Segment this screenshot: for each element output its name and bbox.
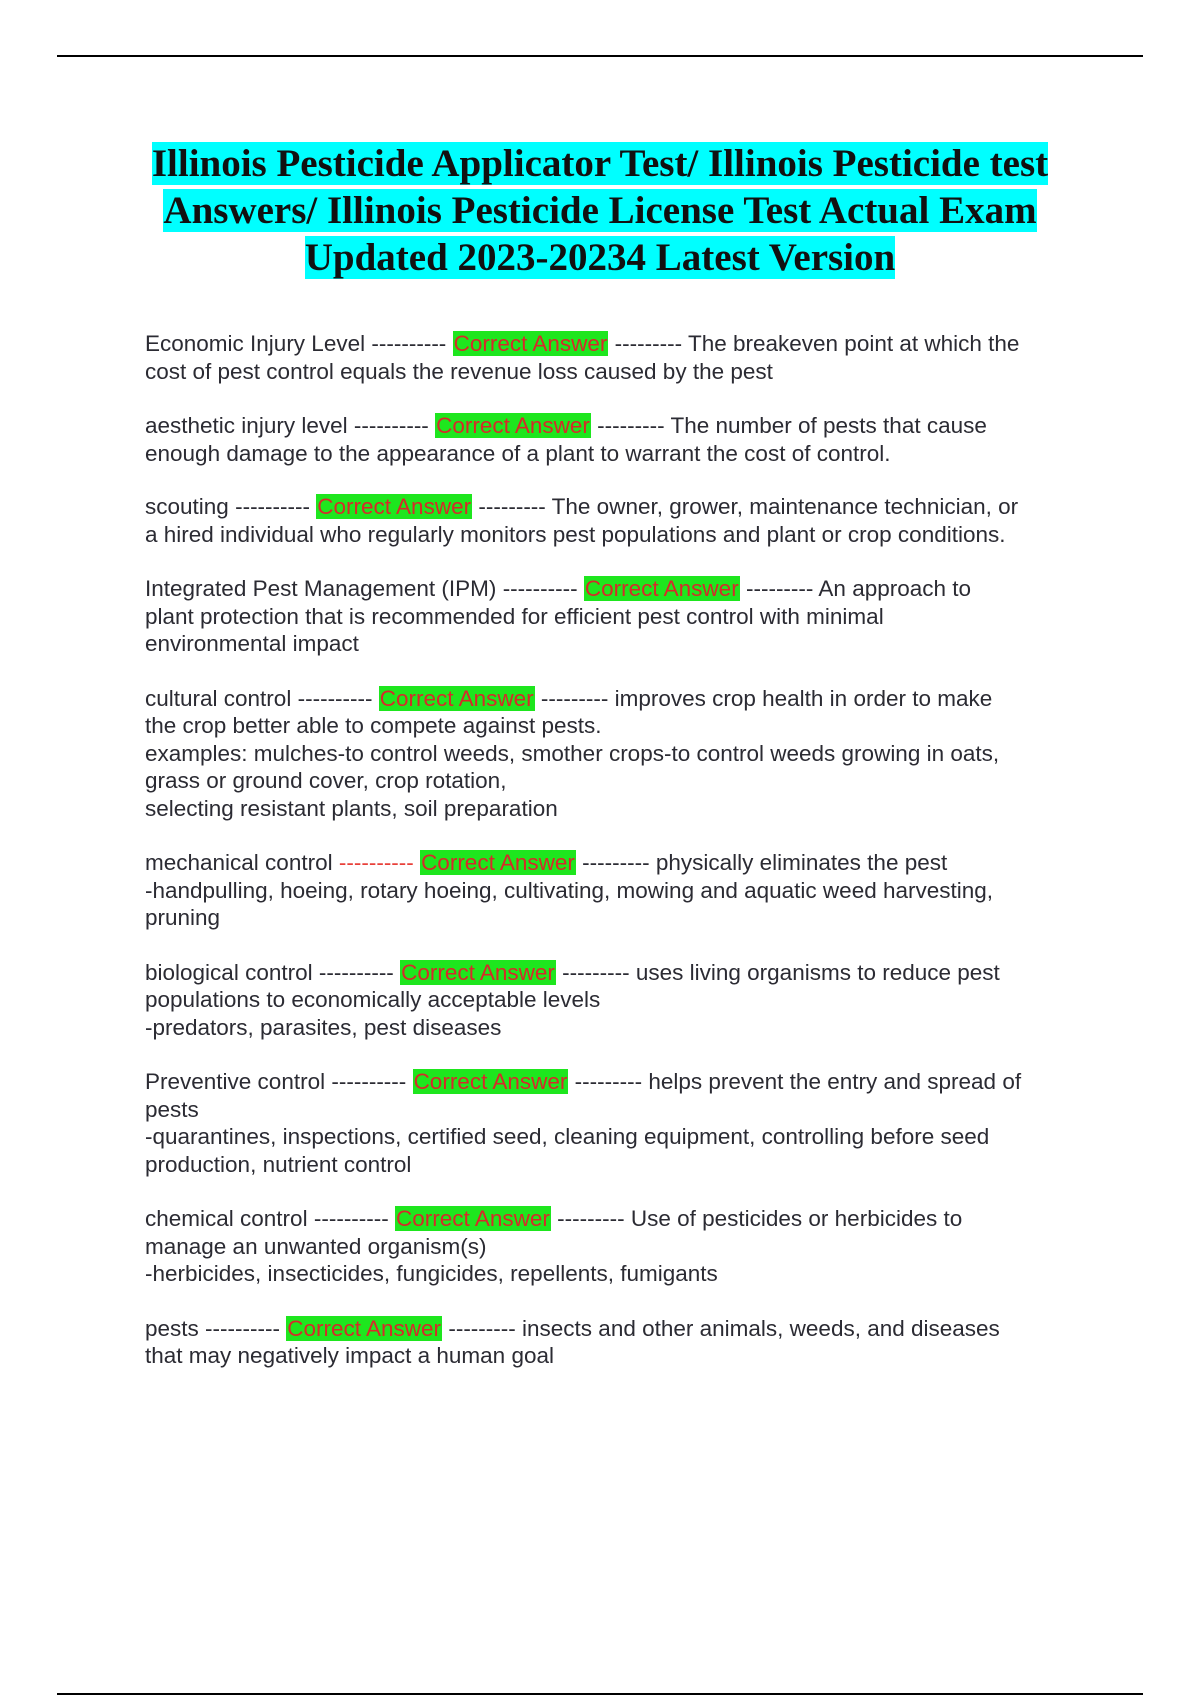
- qa-term: chemical control: [145, 1206, 308, 1231]
- qa-separator: ---------: [574, 1069, 643, 1094]
- qa-definition-continued: populations to economically acceptable levels -predators, parasites, pest diseases: [145, 987, 601, 1040]
- qa-term: aesthetic injury level: [145, 413, 348, 438]
- top-rule: [57, 55, 1143, 57]
- title-block: [120, 140, 1080, 281]
- qa-first-line: [145, 685, 1095, 713]
- qa-definition: insects and other animals, weeds, and diseases: [522, 1315, 1000, 1341]
- qa-term: scouting: [145, 494, 229, 519]
- qa-first-line: [145, 1068, 1095, 1096]
- title-line: Updated 2023-20234 Latest Version: [304, 236, 896, 279]
- qa-first-line: [145, 849, 1095, 877]
- qa-term: Integrated Pest Management (IPM): [145, 576, 497, 601]
- correct-answer-label: Correct Answer: [317, 494, 472, 519]
- qa-first-line: [145, 1205, 1095, 1233]
- qa-item: [145, 493, 1095, 548]
- qa-separator: ----------: [235, 494, 311, 519]
- qa-item: [145, 330, 1095, 385]
- qa-first-line: [145, 412, 1095, 440]
- qa-definition: helps prevent the entry and spread of: [648, 1069, 1022, 1094]
- qa-separator: ---------: [597, 413, 665, 438]
- qa-separator: ---------: [562, 959, 630, 985]
- qa-definition: Use of pesticides or herbicides to: [630, 1206, 963, 1231]
- qa-separator: ----------: [297, 685, 373, 711]
- correct-answer-label: Correct Answer: [453, 331, 608, 356]
- qa-separator: ----------: [371, 331, 447, 356]
- bottom-rule: [57, 1693, 1143, 1695]
- correct-answer-label: Correct Answer: [379, 685, 534, 711]
- document-title: [120, 140, 1080, 281]
- correct-answer-label: Correct Answer: [413, 1069, 568, 1094]
- qa-separator: ----------: [502, 576, 578, 601]
- qa-separator: ----------: [313, 1206, 389, 1231]
- title-line: Answers/ Illinois Pesticide License Test Actual Exam: [163, 189, 1037, 232]
- qa-item: [145, 1315, 1095, 1370]
- qa-first-line: [145, 575, 1095, 603]
- qa-item: [145, 849, 1095, 932]
- qa-list: [145, 330, 1095, 1397]
- correct-answer-label: Correct Answer: [401, 959, 555, 985]
- qa-term: mechanical control: [145, 850, 333, 875]
- qa-definition: improves crop health in order to make: [614, 685, 993, 711]
- qa-item: [145, 1205, 1095, 1288]
- correct-answer-label: Correct Answer: [584, 576, 739, 601]
- qa-item: [145, 1068, 1095, 1178]
- qa-term: cultural control: [145, 685, 292, 711]
- qa-definition-continued: pests -quarantines, inspections, certified seed, cleaning equipment, controlling before seed production, nutrient control: [145, 1096, 990, 1177]
- qa-definition-continued: that may negatively impact a human goal: [145, 1343, 554, 1368]
- qa-separator: ---------: [745, 576, 814, 601]
- correct-answer-label: Correct Answer: [421, 850, 575, 875]
- qa-separator: ---------: [540, 685, 609, 711]
- qa-separator: ----------: [318, 959, 394, 985]
- qa-definition: The owner, grower, maintenance technician, or: [551, 494, 1019, 519]
- correct-answer-label: Correct Answer: [396, 1206, 550, 1231]
- correct-answer-label: Correct Answer: [436, 413, 590, 438]
- qa-item: [145, 685, 1095, 823]
- qa-definition-continued: a hired individual who regularly monitors pest populations and plant or crop conditions.: [145, 521, 1006, 547]
- qa-separator: ---------: [448, 1315, 516, 1341]
- qa-definition-continued: -handpulling, hoeing, rotary hoeing, cultivating, mowing and aquatic weed harvesting, pruning: [145, 877, 994, 930]
- qa-term: biological control: [145, 959, 313, 985]
- qa-term: Preventive control: [145, 1069, 326, 1094]
- qa-definition: The number of pests that cause: [670, 413, 987, 438]
- qa-separator: ----------: [353, 413, 429, 438]
- qa-definition: uses living organisms to reduce pest: [635, 959, 1000, 985]
- qa-term: Economic Injury Level: [145, 331, 366, 356]
- qa-separator: ----------: [338, 850, 414, 875]
- qa-separator: ---------: [582, 850, 650, 875]
- qa-item: [145, 575, 1095, 658]
- qa-separator: ---------: [614, 331, 683, 356]
- correct-answer-label: Correct Answer: [287, 1315, 442, 1341]
- qa-definition: physically eliminates the pest: [655, 850, 948, 875]
- qa-definition: The breakeven point at which the: [687, 331, 1020, 356]
- title-line: Illinois Pesticide Applicator Test/ Illinois Pesticide test: [151, 142, 1049, 185]
- qa-item: [145, 959, 1095, 1042]
- qa-separator: ----------: [331, 1069, 407, 1094]
- qa-separator: ----------: [205, 1315, 280, 1341]
- qa-definition-continued: enough damage to the appearance of a plant to warrant the cost of control.: [145, 440, 891, 466]
- qa-separator: ---------: [478, 494, 546, 519]
- qa-definition-continued: plant protection that is recommended for efficient pest control with minimal environmental impact: [145, 603, 884, 656]
- qa-definition: An approach to: [818, 576, 972, 601]
- qa-first-line: [145, 959, 1095, 987]
- qa-definition-continued: the crop better able to compete against pests. examples: mulches-to control weeds, smother crops-to control weeds growing in oats, grass or ground cover, crop rotation, selecting resistant plants, soil preparation: [145, 713, 1000, 821]
- qa-separator: ---------: [557, 1206, 625, 1231]
- qa-first-line: [145, 1315, 1095, 1343]
- qa-item: [145, 412, 1095, 467]
- qa-first-line: [145, 330, 1095, 358]
- qa-first-line: [145, 493, 1095, 521]
- qa-definition-continued: cost of pest control equals the revenue loss caused by the pest: [145, 358, 773, 384]
- qa-definition-continued: manage an unwanted organism(s) -herbicides, insecticides, fungicides, repellents, fumigants: [145, 1233, 718, 1286]
- qa-term: pests: [145, 1315, 199, 1341]
